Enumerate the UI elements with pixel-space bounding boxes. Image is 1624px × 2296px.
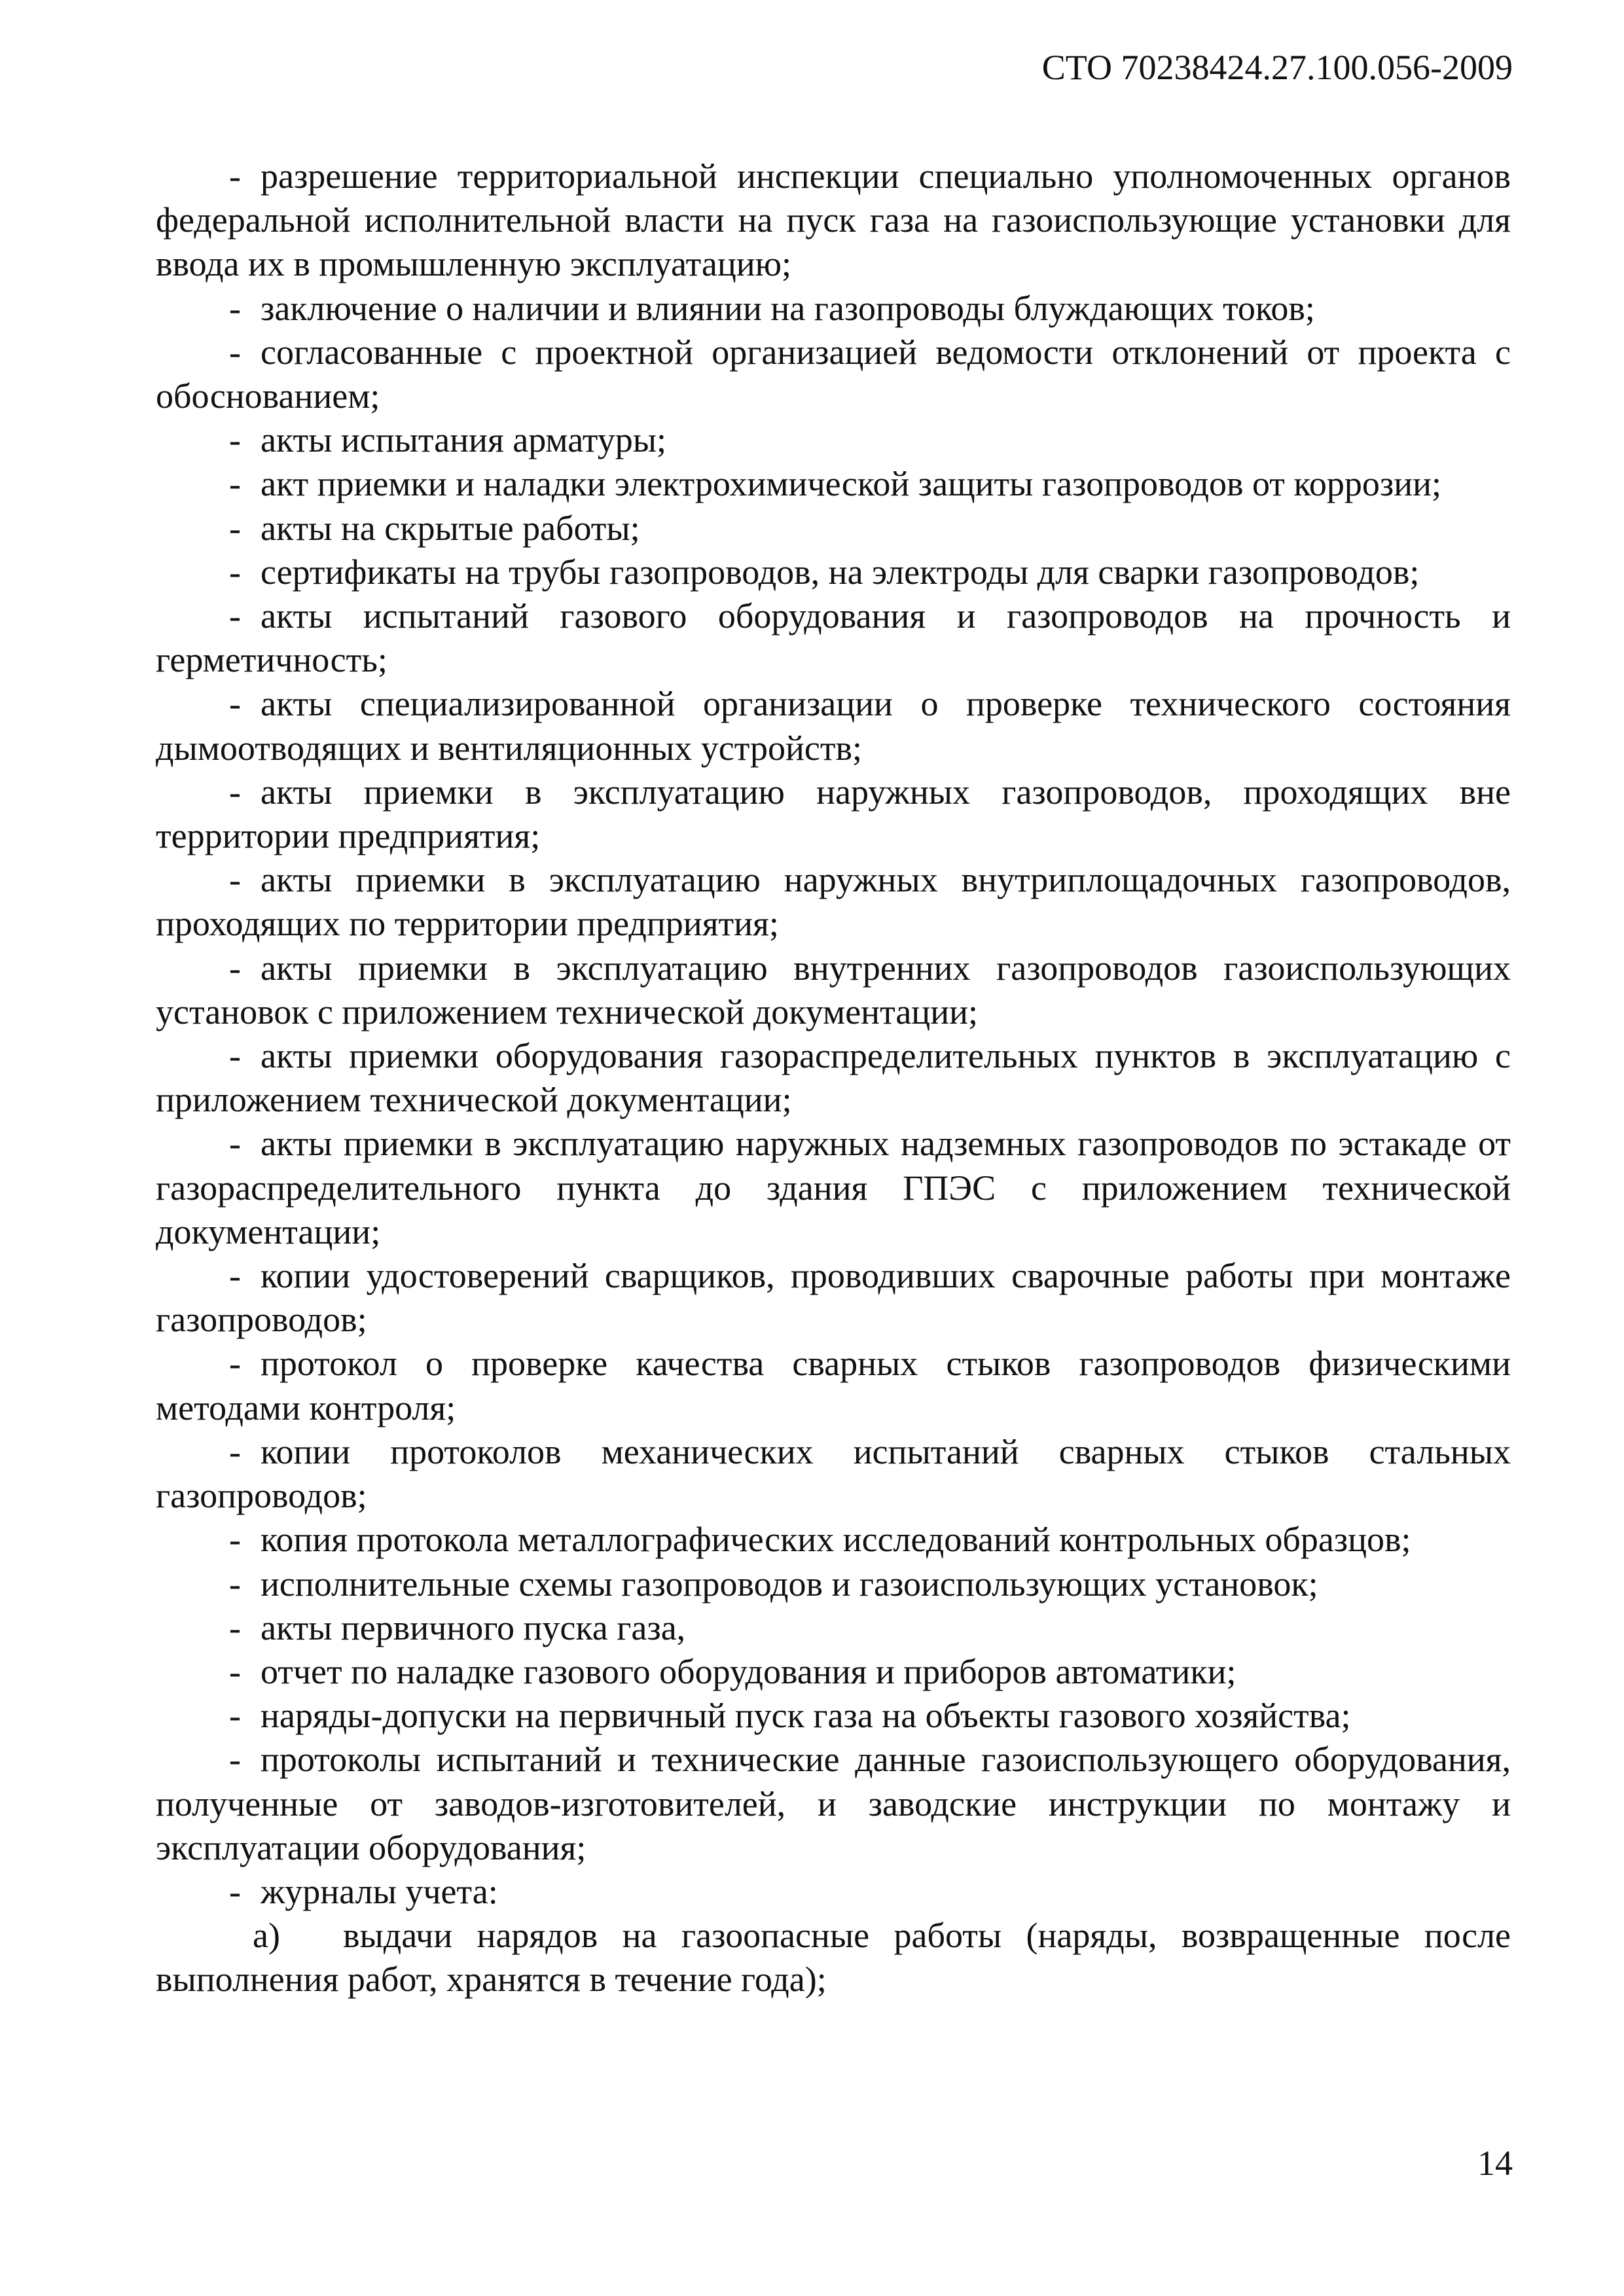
- list-item-text: акты испытаний газового оборудования и газопроводов на прочность и герметичность;: [156, 596, 1511, 680]
- list-dash: -: [229, 772, 241, 812]
- list-item: [156, 1254, 1511, 1342]
- list-item-text: акты приемки в эксплуатацию наружных газопроводов, проходящих вне территории предприятия;: [156, 772, 1511, 856]
- list-dash: -: [229, 552, 241, 592]
- list-item: [156, 1342, 1511, 1429]
- list-item: [156, 858, 1511, 946]
- list-item: [156, 946, 1511, 1034]
- list-item: [156, 287, 1511, 331]
- list-item-text: акты приемки в эксплуатацию наружных внутриплощадочных газопроводов, проходящих по территории предприятия;: [156, 860, 1511, 944]
- list-item-text: протоколы испытаний и технические данные газоиспользующего оборудования, полученные от заводов-изготовителей, и заводские инструкции по монтажу и эксплуатации оборудования;: [156, 1740, 1511, 1867]
- list-dash: -: [229, 420, 241, 460]
- list-item-text: акт приемки и наладки электрохимической защиты газопроводов от коррозии;: [261, 464, 1442, 504]
- list-item-text: акты на скрытые работы;: [261, 508, 640, 548]
- list-item-text: акты приемки в эксплуатацию наружных надземных газопроводов по эстакаде от газораспределительного пункта до здания ГПЭС с приложением технической документации;: [156, 1124, 1511, 1251]
- list-item: [156, 1650, 1511, 1694]
- list-dash: -: [229, 156, 241, 196]
- list-dash: -: [229, 1520, 241, 1560]
- document-code-header: СТО 70238424.27.100.056-2009: [1041, 48, 1513, 87]
- list-dash: -: [229, 596, 241, 636]
- sub-list-item: [156, 1914, 1511, 2001]
- list-item: [156, 154, 1511, 287]
- list-item: [156, 1518, 1511, 1562]
- list-dash: -: [229, 288, 241, 328]
- list-item: [156, 1606, 1511, 1650]
- sub-items-list: [156, 1914, 1511, 2001]
- list-item: [156, 1562, 1511, 1606]
- list-item-text: акты приемки оборудования газораспределительных пунктов в эксплуатацию с приложением технической документации;: [156, 1036, 1511, 1120]
- list-item-text: согласованные с проектной организацией ведомости отклонений от проекта с обоснованием;: [156, 332, 1511, 416]
- list-item: [156, 1034, 1511, 1122]
- list-item: [156, 1694, 1511, 1738]
- list-dash: -: [229, 508, 241, 548]
- list-dash: -: [229, 1564, 241, 1604]
- list-item-text: журналы учета:: [261, 1871, 498, 1911]
- list-item: [156, 1738, 1511, 1870]
- list-item-text: наряды-допуски на первичный пуск газа на объекты газового хозяйства;: [261, 1696, 1351, 1736]
- list-dash: -: [229, 1036, 241, 1076]
- list-item-text: акты испытания арматуры;: [261, 420, 666, 460]
- list-dash: -: [229, 948, 241, 988]
- list-dash: -: [229, 1124, 241, 1164]
- list-item: [156, 331, 1511, 418]
- list-item-text: копии протоколов механических испытаний сварных стыков стальных газопроводов;: [156, 1431, 1511, 1516]
- list-item: [156, 594, 1511, 682]
- sub-list-marker: а): [253, 1916, 280, 1956]
- list-item-text: акты приемки в эксплуатацию внутренних газопроводов газоиспользующих установок с приложением технической документации;: [156, 948, 1511, 1031]
- document-body: [156, 154, 1511, 2002]
- list-item: [156, 462, 1511, 506]
- list-dash: -: [229, 332, 241, 372]
- list-item: [156, 507, 1511, 550]
- list-dash: -: [229, 464, 241, 504]
- list-dash: -: [229, 1651, 241, 1691]
- list-item: [156, 418, 1511, 462]
- sub-list-text: выдачи нарядов на газоопасные работы (наряды, возвращенные после выполнения работ, хранятся в течение года);: [156, 1916, 1511, 2000]
- page-number: 14: [1477, 2144, 1513, 2183]
- list-item-text: разрешение территориальной инспекции специально уполномоченных органов федеральной исполнительной власти на пуск газа на газоиспользующие установки для ввода их в промышленную эксплуатацию;: [156, 156, 1511, 284]
- list-dash: -: [229, 1344, 241, 1384]
- list-item: [156, 550, 1511, 594]
- list-item-text: акты специализированной организации о проверке технического состояния дымоотводящих и вентиляционных устройств;: [156, 684, 1511, 768]
- list-item-text: копия протокола металлографических исследований контрольных образцов;: [261, 1520, 1411, 1560]
- list-dash: -: [229, 1256, 241, 1296]
- list-dash: -: [229, 860, 241, 900]
- list-item-text: отчет по наладке газового оборудования и приборов автоматики;: [261, 1651, 1236, 1691]
- list-item-text: сертификаты на трубы газопроводов, на электроды для сварки газопроводов;: [261, 552, 1420, 592]
- list-item-text: заключение о наличии и влиянии на газопроводы блуждающих токов;: [261, 288, 1315, 328]
- list-item: [156, 682, 1511, 770]
- list-dash: -: [229, 1696, 241, 1736]
- list-item: [156, 1122, 1511, 1254]
- list-dash: -: [229, 1607, 241, 1647]
- list-item-text: копии удостоверений сварщиков, проводивших сварочные работы при монтаже газопроводов;: [156, 1256, 1511, 1340]
- list-dash: -: [229, 1871, 241, 1911]
- list-item: [156, 1870, 1511, 1914]
- list-item-text: протокол о проверке качества сварных стыков газопроводов физическими методами контроля;: [156, 1344, 1511, 1427]
- list-dash: -: [229, 1740, 241, 1780]
- requirements-list: [156, 154, 1511, 1914]
- list-item-text: исполнительные схемы газопроводов и газоиспользующих установок;: [261, 1564, 1318, 1604]
- list-item: [156, 1430, 1511, 1518]
- list-dash: -: [229, 684, 241, 724]
- list-item: [156, 770, 1511, 858]
- list-dash: -: [229, 1431, 241, 1471]
- list-item-text: акты первичного пуска газа,: [261, 1607, 686, 1647]
